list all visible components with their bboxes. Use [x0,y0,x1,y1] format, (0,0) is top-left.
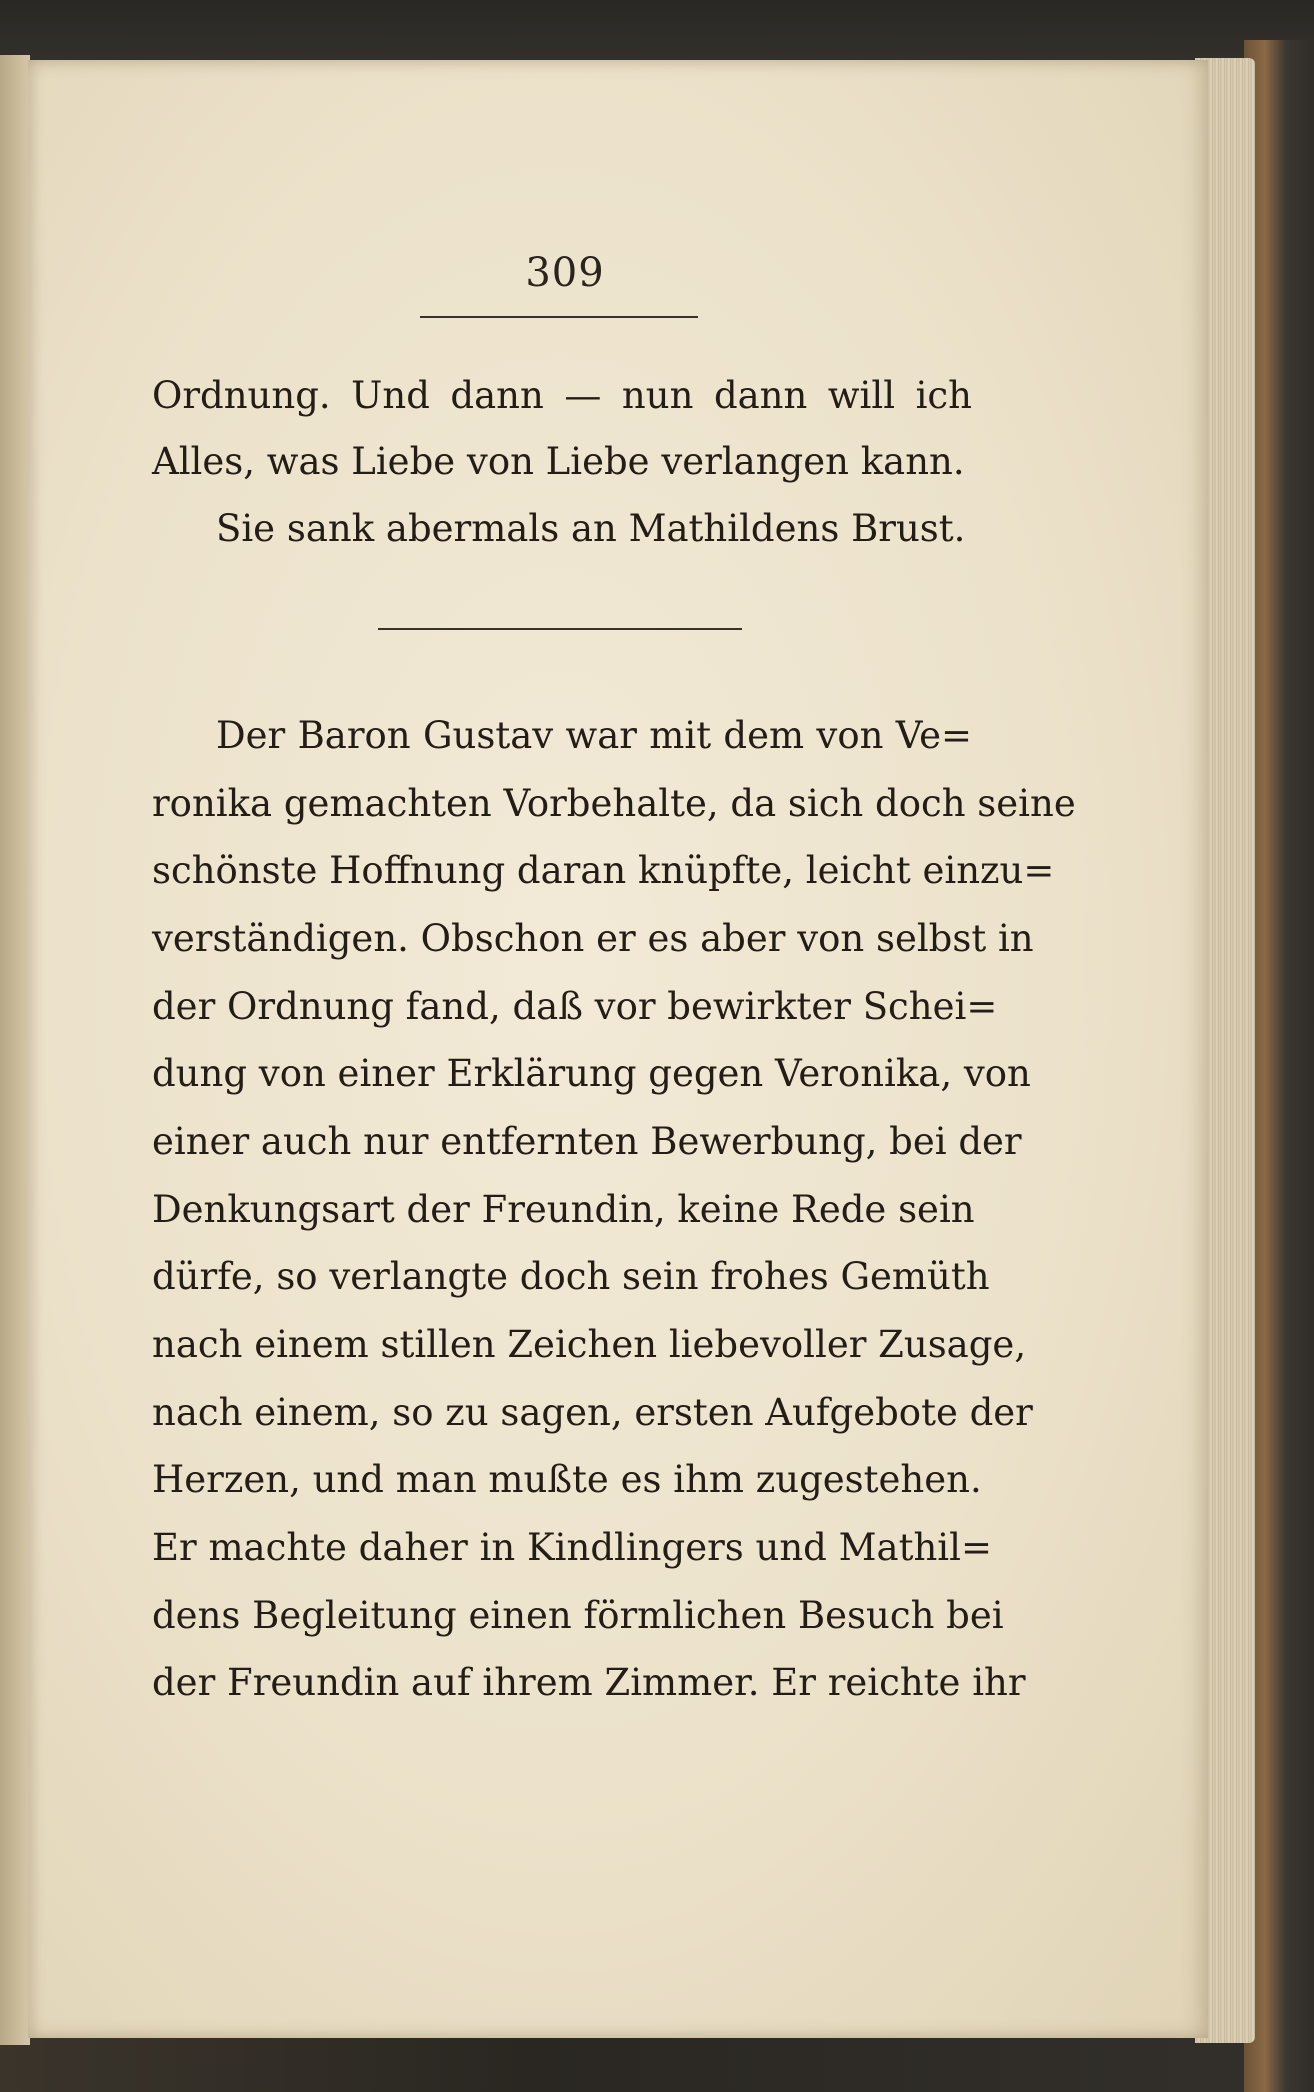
text-line: Der Baron Gustav war mit dem von Ve= [216,714,972,757]
text-line: Ordnung. Und dann — nun dann will ich [152,374,972,417]
section-divider [378,628,742,630]
text-line: Alles, was Liebe von Liebe verlangen kann. [152,440,965,483]
text-line: dung von einer Erklärung gegen Veronika, von [152,1052,1031,1095]
text-line: Sie sank abermals an Mathildens Brust. [216,507,966,550]
text-line: Herzen, und man mußte es ihm zugestehen. [152,1458,982,1501]
text-line: der Freundin auf ihrem Zimmer. Er reichte ihr [152,1661,1026,1704]
page-number: 309 [525,250,605,296]
text-line: einer auch nur entfernten Bewerbung, bei der [152,1120,1022,1163]
text-line: dens Begleitung einen förmlichen Besuch bei [152,1594,1004,1637]
text-line: Denkungsart der Freundin, keine Rede sein [152,1188,975,1231]
text-line: nach einem, so zu sagen, ersten Aufgebote der [152,1391,1033,1434]
facing-page-edge [0,55,30,2045]
header-rule [420,316,698,318]
text-line: schönste Hoffnung daran knüpfte, leicht einzu= [152,849,1055,892]
book-binding-top [0,0,1314,68]
text-line: dürfe, so verlangte doch sein frohes Gemüth [152,1255,990,1298]
text-line: nach einem stillen Zeichen liebevoller Zusage, [152,1323,1027,1366]
text-line: Er machte daher in Kindlingers und Mathil= [152,1526,992,1569]
text-line: der Ordnung fand, daß vor bewirkter Schei= [152,985,998,1028]
text-line: ronika gemachten Vorbehalte, da sich doch seine [152,782,1076,825]
text-line: verständigen. Obschon er es aber von selbst in [152,917,1034,960]
